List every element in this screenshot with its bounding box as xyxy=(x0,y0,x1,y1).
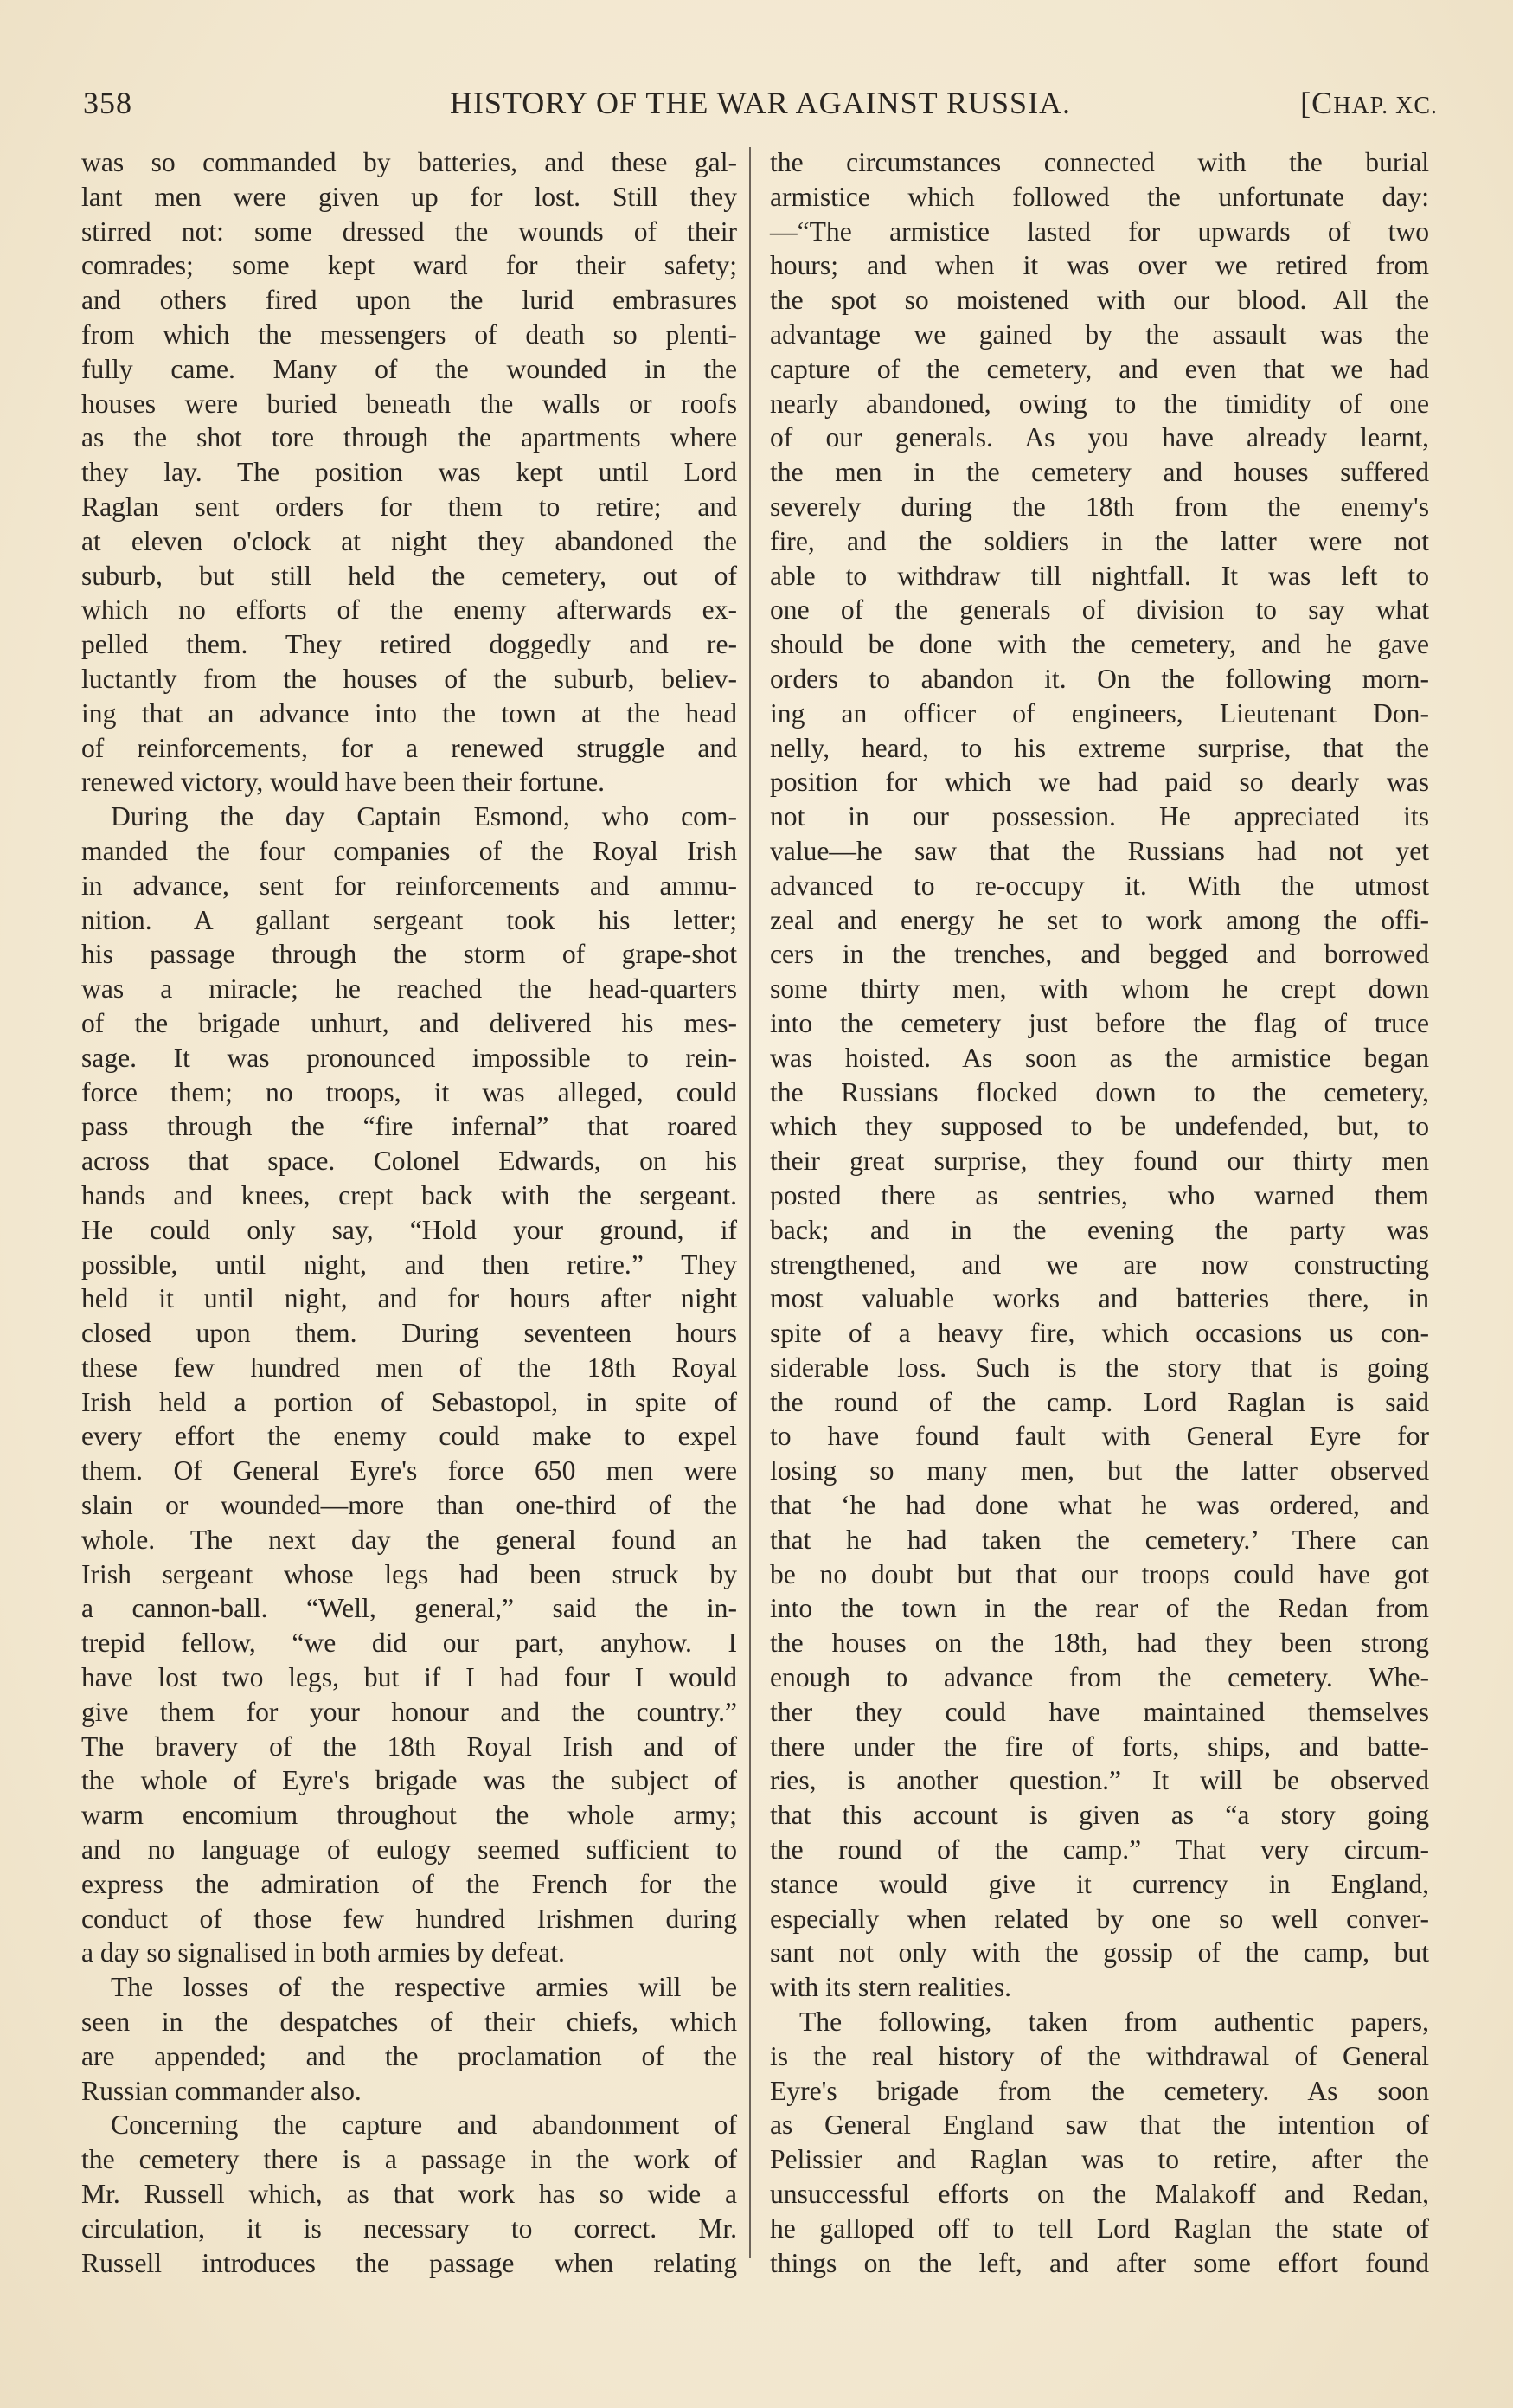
text-line: across that space. Colonel Edwards, on his xyxy=(81,1146,737,1177)
text-line: strengthened, and we are now constructing xyxy=(770,1249,1429,1280)
text-line: nition. A gallant sergeant took his letter; xyxy=(81,904,737,935)
text-line: at eleven o'clock at night they abandoned the xyxy=(81,525,737,556)
text-line: trepid fellow, “we did our part, anyhow. I xyxy=(81,1628,737,1659)
text-line: that ‘he had done what he was ordered, and xyxy=(770,1490,1429,1521)
text-line: with its stern realities. xyxy=(770,1972,1012,2003)
text-line: possible, until night, and then retire.” They xyxy=(81,1249,737,1280)
column-divider xyxy=(749,147,751,2258)
text-line: them. Of General Eyre's force 650 men were xyxy=(81,1455,737,1487)
text-line: and others fired upon the lurid embrasures xyxy=(81,285,737,316)
text-line: pass through the “fire infernal” that roared xyxy=(81,1111,737,1142)
text-line: these few hundred men of the 18th Royal xyxy=(81,1352,737,1383)
text-line: Irish held a portion of Sebastopol, in spite of xyxy=(81,1386,737,1417)
text-line: things on the left, and after some effort found xyxy=(770,2247,1429,2278)
text-line: fire, and the soldiers in the latter were not xyxy=(770,525,1429,556)
text-line: give them for your honour and the country.” xyxy=(81,1696,737,1727)
text-line: losing so many men, but the latter observed xyxy=(770,1455,1429,1487)
text-line: closed upon them. During seventeen hours xyxy=(81,1318,737,1349)
text-line: pelled them. They retired doggedly and re- xyxy=(81,629,737,660)
text-line: a cannon-ball. “Well, general,” said the in- xyxy=(81,1593,737,1624)
chapter-bracket: [ xyxy=(1300,86,1312,120)
text-line: one of the generals of division to say what xyxy=(770,594,1429,626)
text-line: as the shot tore through the apartments where xyxy=(81,422,737,453)
text-line: is the real history of the withdrawal of General xyxy=(770,2040,1429,2071)
text-line: some thirty men, with whom he crept down xyxy=(770,973,1429,1005)
text-line: be no doubt but that our troops could have got xyxy=(770,1558,1429,1589)
text-line: there under the fire of forts, ships, and batte- xyxy=(770,1731,1429,1762)
text-line: He could only say, “Hold your ground, if xyxy=(81,1214,737,1245)
text-line: not in our possession. He appreciated its xyxy=(770,801,1429,832)
text-line: are appended; and the proclamation of the xyxy=(81,2040,737,2071)
text-line: which no efforts of the enemy afterwards ex- xyxy=(81,594,737,626)
text-line: Pelissier and Raglan was to retire, after the xyxy=(770,2144,1429,2175)
text-line: enough to advance from the cemetery. Whe- xyxy=(770,1662,1429,1693)
text-line: ries, is another question.” It will be observed xyxy=(770,1765,1429,1796)
text-line: should be done with the cemetery, and he gave xyxy=(770,629,1429,660)
text-line: he galloped off to tell Lord Raglan the state of xyxy=(770,2212,1429,2244)
text-line: renewed victory, would have been their fortune. xyxy=(81,767,606,798)
text-line: the whole of Eyre's brigade was the subject of xyxy=(81,1765,737,1796)
text-line: the cemetery there is a passage in the work of xyxy=(81,2144,737,2175)
text-line: was a miracle; he reached the head-quarters xyxy=(81,973,737,1005)
text-line: value—he saw that the Russians had not yet xyxy=(770,835,1429,866)
text-line: the round of the camp.” That very circum- xyxy=(770,1834,1429,1865)
text-line: in advance, sent for reinforcements and ammu- xyxy=(81,870,737,901)
text-line: sage. It was pronounced impossible to rein- xyxy=(81,1042,737,1073)
text-line: warm encomium throughout the whole army; xyxy=(81,1800,737,1831)
text-line: of our generals. As you have already learnt, xyxy=(770,422,1429,453)
text-line: Raglan sent orders for them to retire; and xyxy=(81,491,737,522)
text-line: stirred not: some dressed the wounds of their xyxy=(81,215,737,247)
text-line: severely during the 18th from the enemy's xyxy=(770,491,1429,522)
text-line: as General England saw that the intention of xyxy=(770,2109,1429,2141)
left-text-column xyxy=(81,145,737,2280)
chapter-initial: C xyxy=(1311,86,1334,120)
text-line: slain or wounded—more than one-third of the xyxy=(81,1490,737,1521)
text-line: especially when related by one so well conver- xyxy=(770,1903,1429,1934)
text-line: Mr. Russell which, as that work has so wide a xyxy=(81,2179,737,2210)
text-line: back; and in the evening the party was xyxy=(770,1214,1429,1245)
text-line: the Russians flocked down to the cemetery, xyxy=(770,1076,1429,1108)
text-line: was hoisted. As soon as the armistice began xyxy=(770,1042,1429,1073)
text-line: luctantly from the houses of the suburb, believ- xyxy=(81,663,737,694)
text-line: have lost two legs, but if I had four I would xyxy=(81,1662,737,1693)
text-line: sant not only with the gossip of the camp, but xyxy=(770,1937,1429,1968)
text-line: comrades; some kept ward for their safety; xyxy=(81,250,737,281)
text-line: from which the messengers of death so plenti- xyxy=(81,318,737,350)
text-line: ther they could have maintained themselves xyxy=(770,1696,1429,1727)
text-line: The following, taken from authentic papers, xyxy=(799,2007,1429,2038)
text-line: The losses of the respective armies will be xyxy=(111,1972,737,2003)
text-line: hours; and when it was over we retired from xyxy=(770,250,1429,281)
text-line: nearly abandoned, owing to the timidity of one xyxy=(770,388,1429,419)
text-line: capture of the cemetery, and even that we had xyxy=(770,353,1429,384)
right-text-column xyxy=(770,145,1429,2280)
text-line: hands and knees, crept back with the sergeant. xyxy=(81,1179,737,1210)
text-line: a day so signalised in both armies by defeat. xyxy=(81,1937,565,1968)
text-line: of reinforcements, for a renewed struggle and xyxy=(81,732,737,763)
text-line: Eyre's brigade from the cemetery. As soon xyxy=(770,2075,1429,2106)
text-line: advantage we gained by the assault was the xyxy=(770,318,1429,350)
text-line: siderable loss. Such is the story that is going xyxy=(770,1352,1429,1383)
text-line: held it until night, and for hours after night xyxy=(81,1283,737,1314)
text-line: their great surprise, they found our thirty men xyxy=(770,1146,1429,1177)
text-line: most valuable works and batteries there, in xyxy=(770,1283,1429,1314)
text-line: into the cemetery just before the flag of truce xyxy=(770,1007,1429,1038)
text-line: that this account is given as “a story going xyxy=(770,1800,1429,1831)
text-line: During the day Captain Esmond, who com- xyxy=(111,801,737,832)
text-line: into the town in the rear of the Redan from xyxy=(770,1593,1429,1624)
text-line: able to withdraw till nightfall. It was left to xyxy=(770,560,1429,591)
text-line: conduct of those few hundred Irishmen during xyxy=(81,1903,737,1934)
text-line: unsuccessful efforts on the Malakoff and Redan, xyxy=(770,2179,1429,2210)
text-line: Russell introduces the passage when relating xyxy=(81,2247,737,2278)
text-line: stance would give it currency in England, xyxy=(770,1868,1429,1899)
chapter-rest: HAP. XC. xyxy=(1333,93,1438,119)
page-number: 358 xyxy=(83,86,132,120)
text-line: houses were buried beneath the walls or roofs xyxy=(81,388,737,419)
text-line: nelly, heard, to his extreme surprise, that the xyxy=(770,732,1429,763)
text-line: the circumstances connected with the burial xyxy=(770,147,1429,177)
text-line: force them; no troops, it was alleged, could xyxy=(81,1076,737,1108)
text-line: posted there as sentries, who warned them xyxy=(770,1179,1429,1210)
running-title: HISTORY OF THE WAR AGAINST RUSSIA. xyxy=(449,86,1072,120)
text-line: —“The armistice lasted for upwards of two xyxy=(770,215,1429,247)
text-line: The bravery of the 18th Royal Irish and of xyxy=(81,1731,737,1762)
text-line: every effort the enemy could make to expel xyxy=(81,1421,737,1452)
text-line: express the admiration of the French for the xyxy=(81,1868,737,1899)
text-line: position for which we had paid so dearly was xyxy=(770,767,1429,798)
text-line: spite of a heavy fire, which occasions us con- xyxy=(770,1318,1429,1349)
chapter-label xyxy=(1300,85,1438,121)
text-line: that he had taken the cemetery.’ There can xyxy=(770,1524,1429,1555)
text-line: his passage through the storm of grape-shot xyxy=(81,939,737,970)
text-line: seen in the despatches of their chiefs, which xyxy=(81,2007,737,2038)
text-line: suburb, but still held the cemetery, out of xyxy=(81,560,737,591)
text-line: armistice which followed the unfortunate day: xyxy=(770,181,1429,212)
text-line: the houses on the 18th, had they been strong xyxy=(770,1628,1429,1659)
text-line: they lay. The position was kept until Lord xyxy=(81,457,737,488)
text-line: cers in the trenches, and begged and borrowed xyxy=(770,939,1429,970)
text-line: Russian commander also. xyxy=(81,2075,362,2106)
text-line: of the brigade unhurt, and delivered his mes- xyxy=(81,1007,737,1038)
text-line: lant men were given up for lost. Still they xyxy=(81,181,737,212)
text-line: and no language of eulogy seemed sufficient to xyxy=(81,1834,737,1865)
text-line: fully came. Many of the wounded in the xyxy=(81,353,737,384)
text-line: to have found fault with General Eyre for xyxy=(770,1421,1429,1452)
text-line: ing that an advance into the town at the head xyxy=(81,697,737,729)
text-line: orders to abandon it. On the following morn- xyxy=(770,663,1429,694)
text-line: manded the four companies of the Royal Irish xyxy=(81,835,737,866)
text-line: Concerning the capture and abandonment of xyxy=(111,2109,737,2141)
text-line: Irish sergeant whose legs had been struck by xyxy=(81,1558,737,1589)
text-line: whole. The next day the general found an xyxy=(81,1524,737,1555)
text-line: the men in the cemetery and houses suffered xyxy=(770,457,1429,488)
text-line: the round of the camp. Lord Raglan is said xyxy=(770,1386,1429,1417)
running-header xyxy=(83,80,1438,125)
text-line: was so commanded by batteries, and these gal- xyxy=(81,147,737,177)
text-line: advanced to re-occupy it. With the utmost xyxy=(770,870,1429,901)
text-line: circulation, it is necessary to correct. Mr. xyxy=(81,2212,737,2244)
text-line: zeal and energy he set to work among the offi- xyxy=(770,904,1429,935)
text-line: the spot so moistened with our blood. All the xyxy=(770,285,1429,316)
text-line: ing an officer of engineers, Lieutenant Don- xyxy=(770,697,1429,729)
text-line: which they supposed to be undefended, but, to xyxy=(770,1111,1429,1142)
